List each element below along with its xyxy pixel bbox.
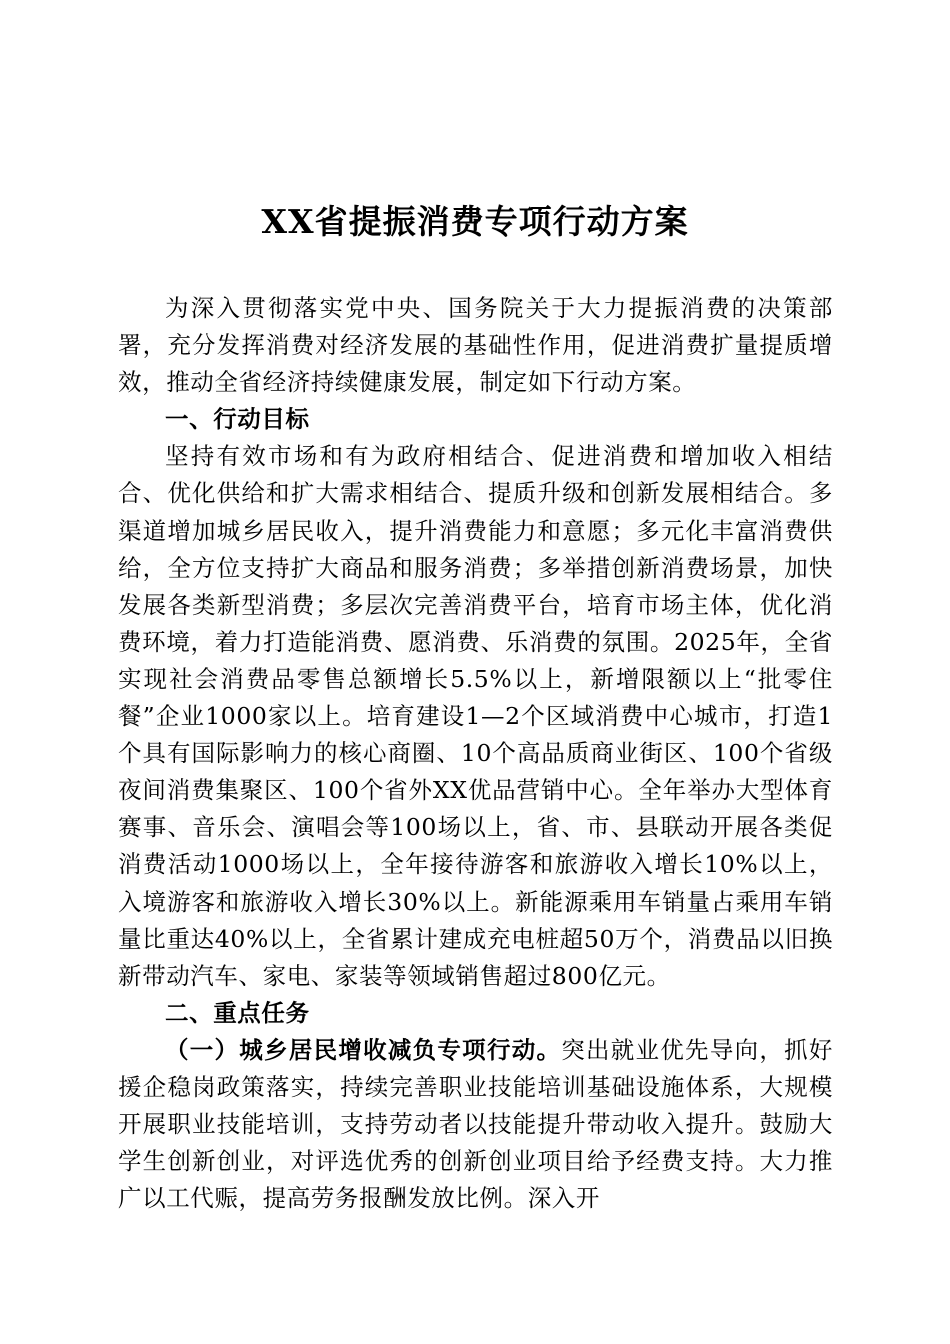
intro-paragraph: 为深入贯彻落实党中央、国务院关于大力提振消费的决策部署，充分发挥消费对经济发展的基础性作用，促进消费扩量提质增效，推动全省经济持续健康发展，制定如下行动方案。: [118, 294, 833, 397]
document-body: [118, 290, 833, 1217]
task-item-1-text: 突出就业优先导向，抓好援企稳岗政策落实，持续完善职业技能培训基础设施体系，大规模开展职业技能培训，支持劳动者以技能提升带动收入提升。鼓励大学生创新创业，对评选优秀的创新创业项目给予经费支持。大力推广以工代赈，提高劳务报酬发放比例。深入开: [118, 1035, 833, 1213]
task-item-1-lead: （一）城乡居民增收减负专项行动。: [165, 1035, 562, 1064]
goals-paragraph: 坚持有效市场和有为政府相结合、促进消费和增加收入相结合、优化供给和扩大需求相结合、提质升级和创新发展相结合。多渠道增加城乡居民收入，提升消费能力和意愿；多元化丰富消费供给，全方位支持扩大商品和服务消费；多举措创新消费场景，加快发展各类新型消费；多层次完善消费平台，培育市场主体，优化消费环境，着力打造能消费、愿消费、乐消费的氛围。2025年，全省实现社会消费品零售总额增长5.5%以上，新增限额以上“批零住餐”企业1000家以上。培育建设1—2个区域消费中心城市，打造1个具有国际影响力的核心商圈、10个高品质商业街区、100个省级夜间消费集聚区、100个省外XX优品营销中心。全年举办大型体育赛事、音乐会、演唱会等100场以上，省、市、县联动开展各类促消费活动1000场以上，全年接待游客和旅游收入增长10%以上，入境游客和旅游收入增长30%以上。新能源乘用车销量占乘用车销量比重达40%以上，全省累计建成充电桩超50万个，消费品以旧换新带动汽车、家电、家装等领域销售超过800亿元。: [118, 442, 833, 990]
task-item-1: [118, 1032, 833, 1217]
section-heading-tasks: 二、重点任务: [165, 998, 310, 1027]
document-title: XX省提振消费专项行动方案: [261, 202, 689, 241]
section-heading-goals: 一、行动目标: [165, 405, 310, 434]
